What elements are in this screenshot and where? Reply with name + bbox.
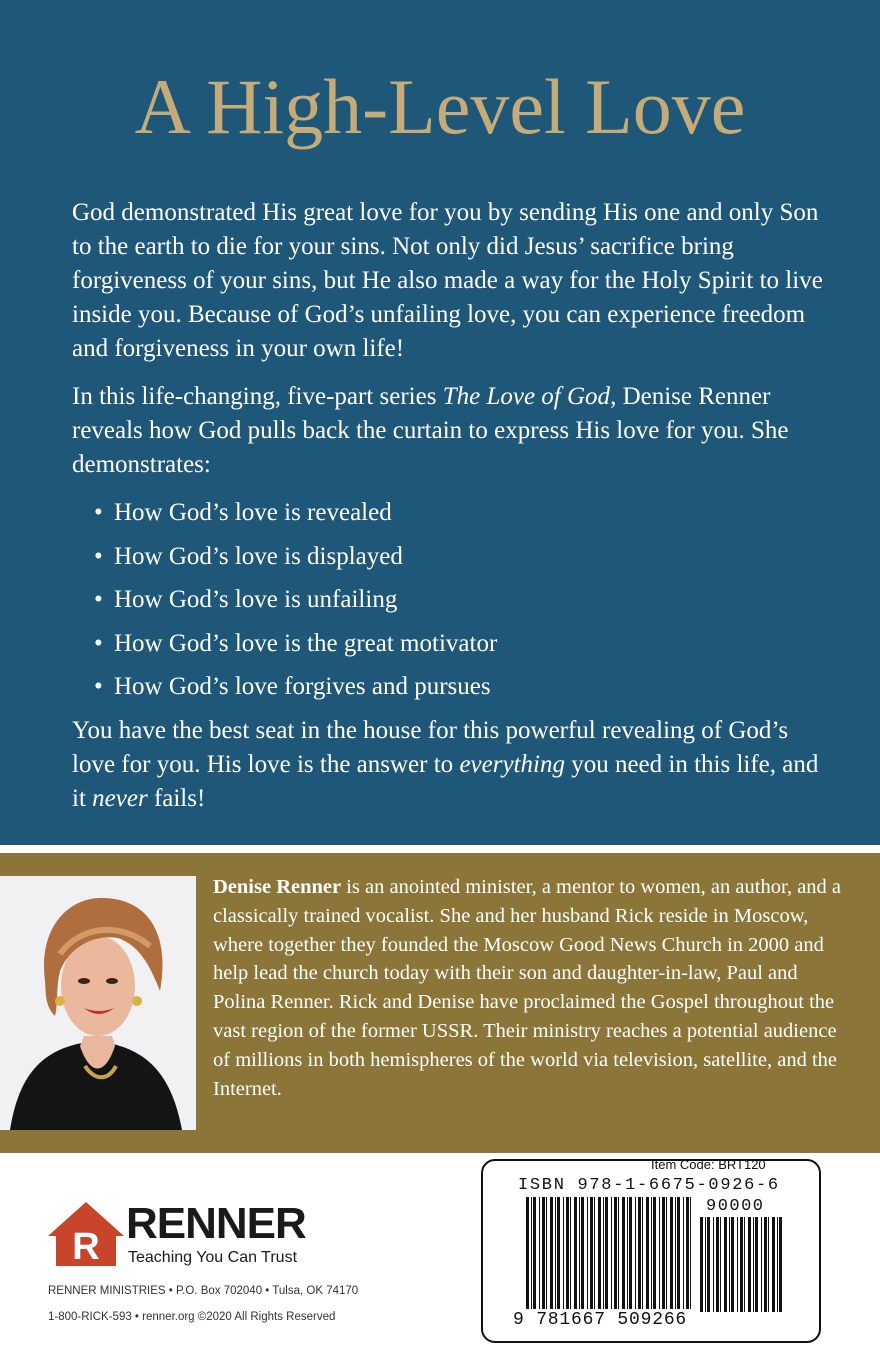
barcode-bar	[587, 1197, 588, 1309]
barcode-bar	[675, 1197, 676, 1309]
list-item-text: How God’s love is the great motivator	[114, 629, 498, 657]
list-item-text: How God’s love is revealed	[114, 499, 392, 526]
author-bio	[213, 873, 853, 1103]
barcode-bar	[707, 1217, 710, 1312]
logo-name: RENNER	[126, 1199, 306, 1248]
barcode-bar	[594, 1197, 595, 1309]
addon-barcode	[700, 1217, 782, 1314]
barcode-bar	[659, 1197, 660, 1309]
barcode-bar	[705, 1217, 706, 1312]
barcode-bar	[627, 1197, 628, 1309]
publisher-contact: 1-800-RICK-593 • renner.org ©2020 All Rights Reserved	[48, 1311, 336, 1323]
barcode-bar	[716, 1217, 719, 1312]
ean-digits: 9 781667 509266	[513, 1310, 688, 1330]
barcode-bar	[533, 1197, 536, 1309]
barcode-bar	[724, 1217, 727, 1312]
barcode-bar	[642, 1197, 643, 1309]
logo-tagline: Teaching You Can Trust	[128, 1249, 298, 1266]
closing-paragraph	[72, 714, 832, 816]
barcode-bar	[653, 1197, 656, 1309]
barcode-bar	[526, 1197, 529, 1309]
bullet-icon: •	[94, 542, 103, 570]
barcode-bar	[638, 1197, 641, 1309]
author-name: Denise Renner	[213, 876, 342, 898]
barcode-bar	[546, 1197, 547, 1309]
closing-emphasis-1: everything	[459, 751, 565, 778]
barcode-bar	[748, 1217, 751, 1312]
list-item	[94, 670, 832, 704]
barcode-bar	[603, 1197, 604, 1309]
book-title: A High-Level Love	[134, 63, 746, 150]
barcode-bar	[670, 1197, 673, 1309]
list-item	[94, 540, 832, 574]
barcode-bar	[666, 1197, 667, 1309]
barcode-bar	[779, 1217, 782, 1312]
series-text-before: In this life-changing, five-part series	[72, 383, 443, 410]
barcode-bar	[731, 1217, 734, 1312]
description-block	[72, 196, 832, 830]
closing-part-1: You have the best seat in the house for this powerful revealing of God’s love for you. His love is the answer to	[72, 717, 789, 778]
bullet-list	[72, 496, 832, 704]
barcode-bar	[542, 1197, 545, 1309]
barcode-bar	[598, 1197, 601, 1309]
series-title: The Love of God	[442, 383, 611, 410]
barcode-bar	[646, 1197, 649, 1309]
bullet-icon: •	[94, 499, 103, 526]
series-text-after: , Denise Renner reveals how God pulls back the curtain to express His love for you. She demonstrates:	[72, 383, 789, 478]
bullet-icon: •	[94, 629, 103, 657]
barcode-bar	[777, 1217, 778, 1312]
barcode-bar	[629, 1197, 632, 1309]
barcode-bar	[729, 1217, 730, 1312]
barcode-bar	[713, 1217, 714, 1312]
barcode-bar	[683, 1197, 684, 1309]
list-item	[94, 496, 832, 530]
barcode-bar	[744, 1217, 745, 1312]
barcode-bar	[570, 1197, 571, 1309]
barcode-bar	[605, 1197, 608, 1309]
barcode-bar	[677, 1197, 680, 1309]
list-item-text: How God’s love is unfailing	[114, 586, 398, 613]
intro-paragraph: God demonstrated His great love for you by sending His one and only Son to the earth to die for your sins. Not only did Jesus’ sacrifice bring forgiveness of your sins, but He also made a way for the Holy Spirit to live inside you. Because of God’s unfailing love, you can experience freedom and forgiveness in your own life!	[72, 199, 823, 362]
series-paragraph	[72, 380, 832, 482]
list-item	[94, 583, 832, 617]
barcode-bar	[622, 1197, 625, 1309]
author-bio-text: is an anointed minister, a mentor to women, an author, and a classically trained vocalist. She and her husband Rick reside in Moscow, where together they founded the Moscow Good News Church in 2000 and help lead the church today with their son and daughter-in-law, Paul and Polina Renner. Rick and Denise have proclaimed the Gospel throughout the vast region of the former USSR. Their ministry reaches a potential audience of millions in both hemispheres of the world via television, satellite, and the Internet.	[213, 876, 842, 1100]
closing-part-3: fails!	[147, 785, 206, 812]
barcode-bar	[566, 1197, 569, 1309]
barcode-bar	[690, 1197, 691, 1309]
bullet-icon: •	[94, 673, 103, 700]
barcode-bar	[635, 1197, 636, 1309]
barcode-bar	[761, 1217, 762, 1312]
barcode-bar	[651, 1197, 652, 1309]
barcode-bar	[550, 1197, 553, 1309]
barcode-bar	[557, 1197, 560, 1309]
author-portrait-illustration	[0, 876, 196, 1130]
barcode-bar	[700, 1217, 703, 1312]
barcode-bar	[618, 1197, 619, 1309]
barcode-bar	[531, 1197, 532, 1309]
barcode-bar	[590, 1197, 593, 1309]
barcode-bar	[662, 1197, 665, 1309]
barcode-bar	[737, 1217, 738, 1312]
logo-letter: R	[72, 1226, 100, 1268]
ean-barcode	[526, 1197, 696, 1315]
barcode-bar	[611, 1197, 612, 1309]
barcode-bar	[768, 1217, 769, 1312]
barcode-bar	[579, 1197, 580, 1309]
addon-code: 90000	[706, 1197, 765, 1216]
barcode-bar	[555, 1197, 556, 1309]
author-photo	[0, 876, 196, 1130]
closing-emphasis-2: never	[92, 785, 148, 812]
barcode-bar	[740, 1217, 743, 1312]
barcode-bar	[755, 1217, 758, 1312]
closing-part-2: you need in this life, and it	[72, 751, 819, 812]
list-item	[94, 627, 832, 661]
publisher-address: RENNER MINISTRIES • P.O. Box 702040 • Tulsa, OK 74170	[48, 1285, 359, 1297]
barcode-bar	[563, 1197, 564, 1309]
barcode-bar	[720, 1217, 721, 1312]
barcode-bar	[539, 1197, 540, 1309]
barcode-bar	[753, 1217, 754, 1312]
barcode-bar	[772, 1217, 775, 1312]
isbn-text: ISBN 978-1-6675-0926-6	[518, 1176, 780, 1195]
divider-stripe	[0, 845, 880, 853]
barcode-bar	[614, 1197, 617, 1309]
barcode-bar	[574, 1197, 577, 1309]
barcode-bar	[686, 1197, 689, 1309]
barcode-bar	[581, 1197, 584, 1309]
barcode-bar	[764, 1217, 767, 1312]
bullet-icon: •	[94, 586, 103, 613]
list-item-text: How God’s love forgives and pursues	[114, 673, 491, 700]
list-item-text: How God’s love is displayed	[114, 542, 403, 570]
item-code: Item Code: BRT120	[651, 1157, 766, 1172]
